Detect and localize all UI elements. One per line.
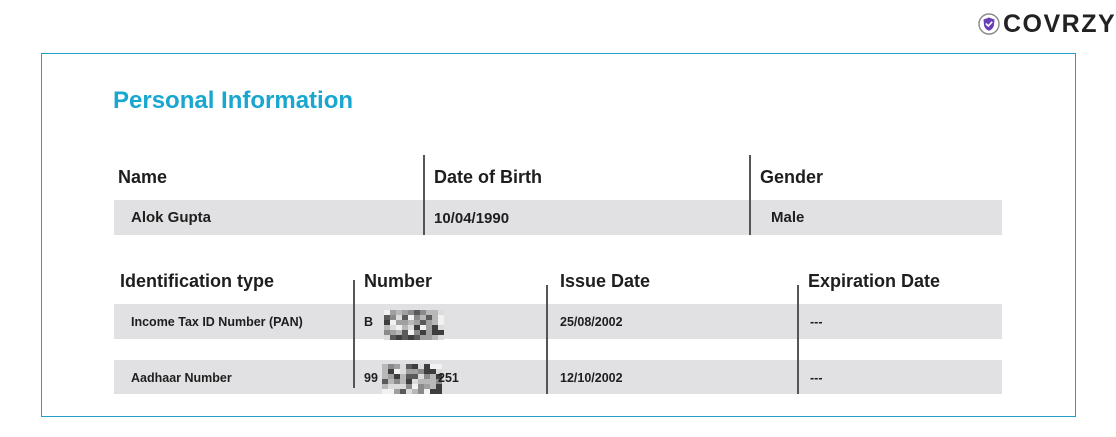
gender-header: Gender xyxy=(760,167,824,187)
shield-check-icon xyxy=(978,13,1000,35)
gender-value: Male xyxy=(771,209,805,226)
expiration-date-cell: --- xyxy=(810,371,823,385)
covrzy-logo xyxy=(978,10,1116,38)
redacted-number xyxy=(382,364,442,394)
issue-date-cell: 12/10/2002 xyxy=(560,371,623,385)
column-divider xyxy=(546,285,548,394)
issue-date-cell: 25/08/2002 xyxy=(560,315,623,329)
dob-value: 10/04/1990 xyxy=(434,210,510,227)
dob-header: Date of Birth xyxy=(434,167,542,187)
column-divider xyxy=(423,155,425,235)
id-type-header: Identification type xyxy=(120,271,275,291)
column-divider xyxy=(797,285,799,394)
name-header: Name xyxy=(118,167,168,187)
name-value: Alok Gupta xyxy=(131,209,212,226)
expiration-date-header: Expiration Date xyxy=(808,271,941,291)
issue-date-header: Issue Date xyxy=(560,271,651,291)
id-type-cell: Aadhaar Number xyxy=(131,371,232,385)
table-row xyxy=(114,360,1002,394)
column-divider xyxy=(749,155,751,235)
number-cell-prefix: B xyxy=(364,315,374,329)
number-cell-suffix: 251 xyxy=(438,371,459,385)
section-title: Personal Information xyxy=(113,87,354,114)
column-divider xyxy=(353,280,355,388)
brand-name: COVRZY xyxy=(1003,10,1116,38)
id-type-cell: Income Tax ID Number (PAN) xyxy=(131,315,303,329)
expiration-date-cell: --- xyxy=(810,315,823,329)
personal-values-row xyxy=(114,200,1002,235)
redacted-number xyxy=(384,310,444,340)
number-cell-prefix: 99 xyxy=(364,371,378,385)
number-header: Number xyxy=(364,271,433,291)
